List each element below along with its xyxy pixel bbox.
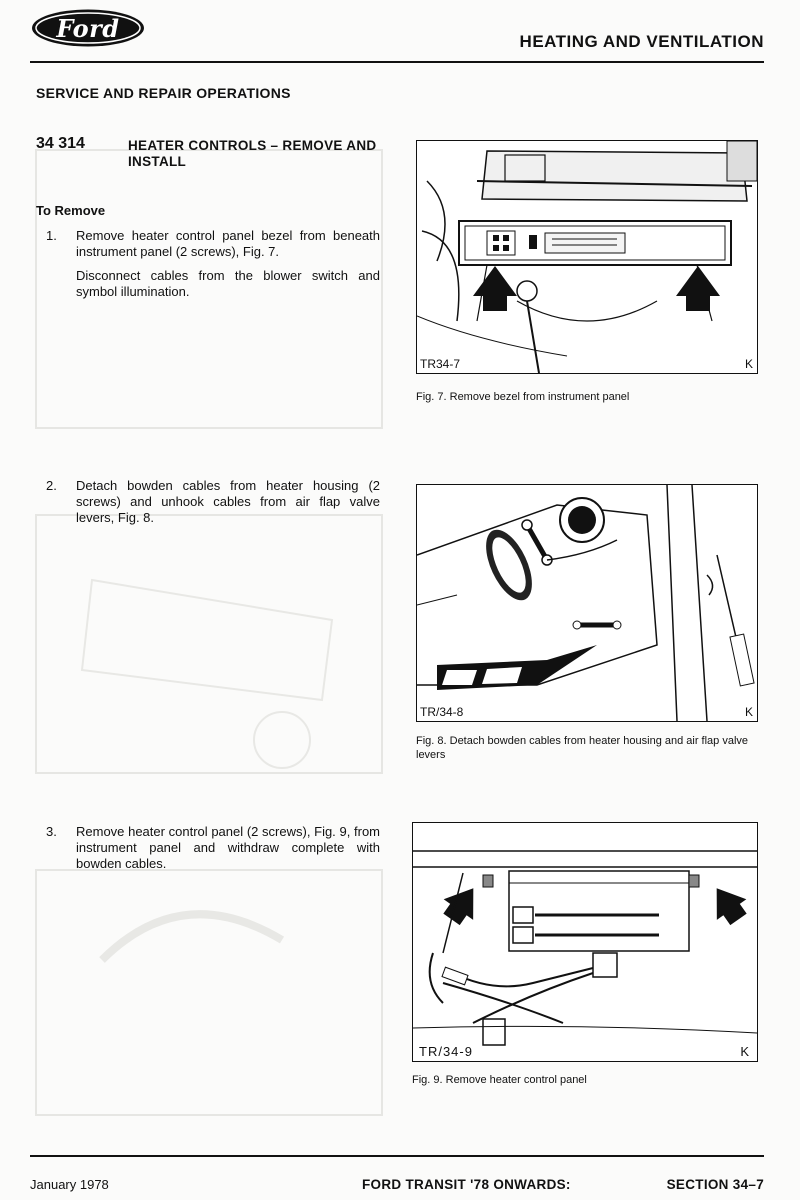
- figure-8: [416, 484, 758, 722]
- header-divider: [30, 61, 764, 63]
- step-1-text: Remove heater control panel bezel from beneath instrument panel (2 screws), Fig. 7.: [76, 228, 380, 259]
- ford-logo: [30, 8, 146, 48]
- logo-text: Ford: [56, 13, 120, 43]
- page-header-title: HEATING AND VENTILATION: [519, 32, 764, 51]
- figure-7-illustration: [417, 141, 757, 373]
- section-heading: SERVICE AND REPAIR OPERATIONS: [36, 85, 291, 101]
- step-1-number: 1.: [46, 228, 57, 243]
- figure-8-illustration: [417, 485, 757, 721]
- figure-7-corner: K: [744, 357, 753, 371]
- figure-7-caption: Fig. 7. Remove bezel from instrument panel: [416, 391, 630, 403]
- step-2-text: Detach bowden cables from heater housing (2 screws) and unhook cables from air flap valve levers, Fig. 8.: [76, 478, 380, 525]
- figure-8-ref: TR/34-8: [420, 705, 464, 719]
- figure-8-caption: Fig. 8. Detach bowden cables from heater housing and air flap valve levers: [416, 735, 749, 761]
- footer-date: January 1978: [30, 1177, 109, 1192]
- to-remove-heading: To Remove: [36, 203, 106, 218]
- step-3-number: 3.: [46, 824, 57, 839]
- figure-9-ref: TR/34-9: [419, 1044, 473, 1059]
- step-3-text: Remove heater control panel (2 screws), Fig. 9, from instrument panel and withdraw complete with bowden cables.: [76, 824, 380, 871]
- footer-divider: [30, 1155, 764, 1157]
- footer-section: SECTION 34–7: [666, 1177, 764, 1192]
- step-1-extra-text: Disconnect cables from the blower switch and symbol illumination.: [76, 268, 380, 299]
- footer-model: FORD TRANSIT '78 ONWARDS:: [362, 1177, 571, 1192]
- operation-number: 34 314: [36, 135, 85, 152]
- operation-title: HEATER CONTROLS – REMOVE AND INSTALL: [128, 138, 377, 169]
- figure-9: [412, 822, 758, 1062]
- step-2-number: 2.: [46, 478, 57, 493]
- figure-9-corner: K: [740, 1044, 749, 1059]
- figure-7-ref: TR34-7: [420, 357, 461, 371]
- figure-7: [416, 140, 758, 374]
- figure-9-caption: Fig. 9. Remove heater control panel: [412, 1074, 587, 1086]
- figure-8-corner: K: [744, 705, 753, 719]
- figure-9-illustration: [413, 823, 757, 1061]
